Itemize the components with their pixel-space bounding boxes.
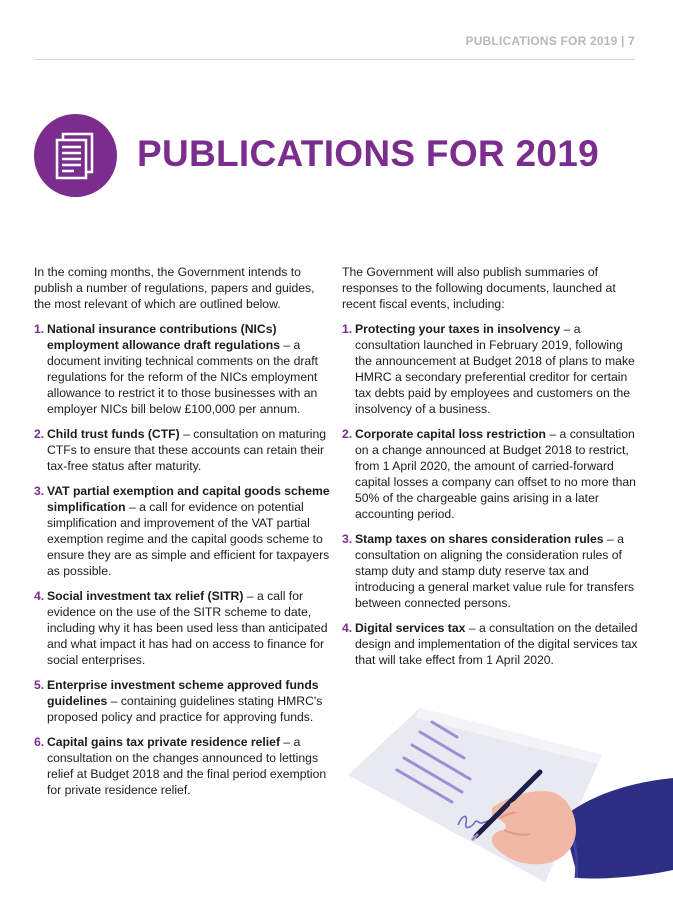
item-number: 2.: [34, 427, 45, 441]
list-item: [34, 734, 330, 798]
item-term: Capital gains tax private residence relief: [47, 735, 281, 749]
list-item: [342, 531, 638, 611]
item-number: 4.: [342, 621, 353, 635]
item-description: – a consultation on a change announced at Budget 2018 to restrict, from 1 April 2020, the amount of carried-forward capital losses a company can offset to no more than 50% of the chargeable gains arising in a later accounting period.: [355, 427, 636, 521]
left-intro: In the coming months, the Government intends to publish a number of regulations, papers and guides, the most relevant of which are outlined below.: [34, 265, 315, 311]
running-header: PUBLICATIONS FOR 2019 | 7: [465, 34, 635, 48]
list-item: [34, 426, 330, 474]
item-term: Child trust funds (CTF): [47, 427, 180, 441]
document-icon: [34, 114, 117, 197]
item-number: 5.: [34, 678, 45, 692]
list-item: [342, 321, 638, 417]
list-item: [34, 321, 330, 417]
item-number: 2.: [342, 427, 353, 441]
item-number: 1.: [34, 322, 45, 336]
item-description: – consultation on maturing CTFs to ensure that these accounts can retain their tax-free status after maturity.: [47, 427, 327, 473]
item-term: Corporate capital loss restriction: [355, 427, 546, 441]
right-column: [342, 264, 638, 677]
item-description: – a consultation on the detailed design and implementation of the digital services tax that will take effect from 1 April 2020.: [355, 621, 638, 667]
item-number: 6.: [34, 735, 45, 749]
left-column: [34, 264, 330, 807]
item-number: 4.: [34, 589, 45, 603]
right-publication-list: [342, 321, 638, 668]
list-item: [34, 588, 330, 668]
item-term: National insurance contributions (NICs) employment allowance draft regulations: [47, 322, 280, 352]
item-number: 3.: [342, 532, 353, 546]
item-description: – a call for evidence on potential simplification and improvement of the VAT partial exemption regime and the capital goods scheme to ensure they are as simple and efficient for taxpayers as possible.: [47, 500, 330, 578]
item-description: – a document inviting technical comments on the draft regulations for the reform of the NICs employment allowance to restrict it to those businesses with an employer NICs bill below £100,000 per annum.: [47, 338, 318, 416]
item-number: 3.: [34, 484, 45, 498]
item-term: Protecting your taxes in insolvency: [355, 322, 561, 336]
item-description: – a consultation on the changes announced to lettings relief at Budget 2018 and the final period exemption for private residence relief.: [47, 735, 327, 797]
header-divider: [34, 59, 635, 60]
right-intro: The Government will also publish summaries of responses to the following documents, launched at recent fiscal events, including:: [342, 265, 616, 311]
item-term: Enterprise investment scheme approved funds guidelines: [47, 678, 319, 708]
item-number: 1.: [342, 322, 353, 336]
list-item: [342, 426, 638, 522]
item-description: – a consultation on aligning the consideration rules of stamp duty and stamp duty reserve tax and introducing a general market value rule for transfers between connected persons.: [355, 532, 635, 610]
item-term: Stamp taxes on shares consideration rules: [355, 532, 604, 546]
list-item: [34, 677, 330, 725]
item-term: VAT partial exemption and capital goods scheme simplification: [47, 484, 330, 514]
item-term: Social investment tax relief (SITR): [47, 589, 244, 603]
page-title: PUBLICATIONS FOR 2019: [137, 133, 600, 174]
list-item: [342, 620, 638, 668]
item-term: Digital services tax: [355, 621, 466, 635]
list-item: [34, 483, 330, 579]
item-description: – a consultation launched in February 2019, following the announcement at Budget 2018 of plans to make HMRC a secondary preferential creditor for certain tax debts paid by employees and customers on the insolvency of a business.: [355, 322, 635, 416]
item-description: – containing guidelines stating HMRC's proposed policy and practice for approving funds.: [47, 694, 323, 724]
hand-signing-document-illustration: [340, 700, 673, 895]
left-publication-list: [34, 321, 330, 798]
item-description: – a call for evidence on the use of the SITR scheme to date, including why it has been used less than anticipated and what impact it has had on access to finance for social enterprises.: [47, 589, 328, 667]
